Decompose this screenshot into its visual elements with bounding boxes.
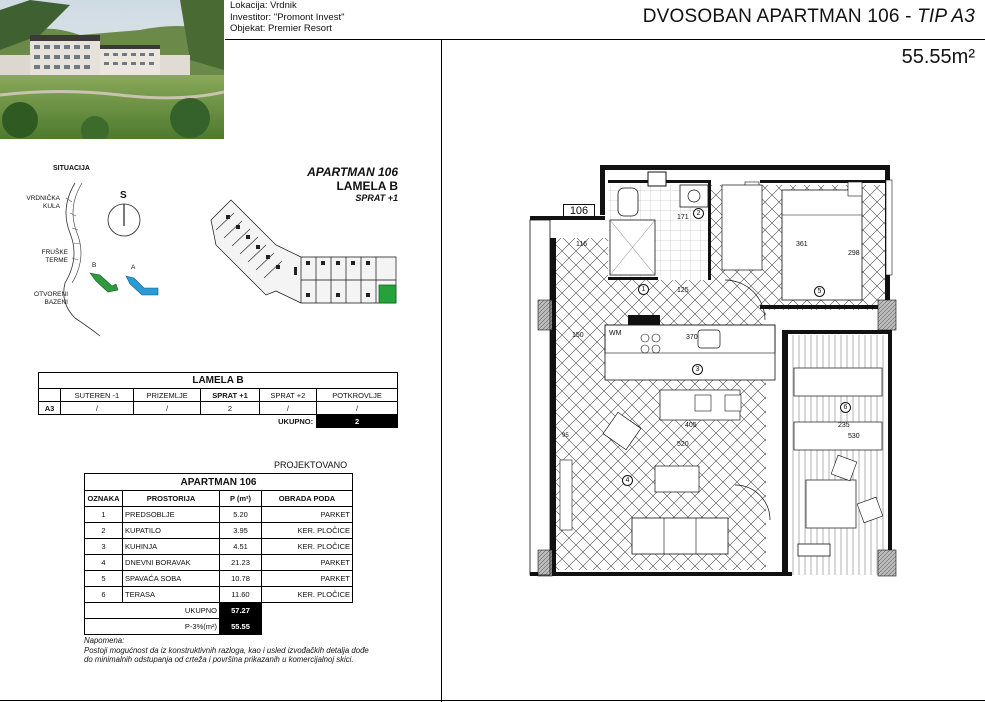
block-a-shape (126, 276, 158, 295)
building-keyplan (206, 195, 402, 310)
room-floor: KER. PLOČICE (262, 523, 353, 539)
projektovano-label: PROJEKTOVANO (274, 460, 348, 470)
stool-icon (695, 395, 711, 411)
tv-unit-icon (560, 460, 572, 530)
rooms-reduced-value: 55.55 (220, 619, 262, 635)
room-name: SPAVAĆA SOBA (123, 571, 220, 587)
nightstand-icon (848, 182, 862, 196)
room-marker: 5 (814, 286, 825, 297)
lamela-total-value: 2 (317, 415, 398, 428)
north-label: S (120, 190, 127, 201)
terrace-table-icon (806, 480, 856, 528)
room-area: 21.23 (220, 555, 262, 571)
rooms-table-caption: APARTMAN 106 (85, 474, 353, 491)
apartment-number-tag: 106 (563, 204, 595, 219)
apartment-heading-name: APARTMAN 106 (307, 165, 398, 179)
room-area: 10.78 (220, 571, 262, 587)
room-name: KUHINJA (123, 539, 220, 555)
note-title: Napomena: (84, 636, 125, 645)
rooms-reduced-label: P-3%(m²) (85, 619, 220, 635)
room-id: 3 (85, 539, 123, 555)
vrdnicka-label-line2: KULA (43, 203, 60, 210)
room-marker: 4 (622, 475, 633, 486)
header-divider (225, 39, 985, 40)
situation-title: SITUACIJA (53, 165, 90, 172)
vrdnicka-label (18, 195, 60, 211)
dimension-label: 235 (838, 422, 850, 429)
lamela-header: PRIZEMLJE (133, 389, 201, 402)
dimension-label: 116 (576, 241, 588, 248)
lamela-header: SUTEREN -1 (61, 389, 134, 402)
object-text: Objekat: Premier Resort (230, 23, 332, 34)
lamela-table (38, 372, 398, 428)
lamela-cell: / (133, 402, 201, 415)
lamela-cell: / (317, 402, 398, 415)
lamela-cell: / (61, 402, 134, 415)
room-area: 3.95 (220, 523, 262, 539)
toilet-icon (618, 188, 638, 216)
room-name: KUPATILO (123, 523, 220, 539)
heater-icon (798, 544, 830, 556)
block-b-label: B (92, 262, 97, 269)
dimension-label: 171 (677, 214, 689, 221)
block-b-shape (90, 273, 118, 292)
lamela-row-label: A3 (39, 402, 61, 415)
dimension-label: 520 (677, 441, 689, 448)
room-name: PREDSOBLJE (123, 507, 220, 523)
coffee-table-icon (655, 466, 699, 492)
rooms-reduced-empty (262, 619, 353, 635)
stool-icon (725, 395, 741, 411)
column (878, 550, 896, 576)
lamela-total-label: UKUPNO: (278, 416, 314, 426)
room-marker: 2 (693, 208, 704, 219)
apartment-heading-floor: SPRAT +1 (355, 193, 398, 203)
lamela-header: POTKROVLJE (317, 389, 398, 402)
rooms-header: P (m²) (220, 491, 262, 507)
column (878, 300, 896, 330)
vrdnicka-label-line1: VRDNIČKA (26, 195, 60, 202)
room-name: TERASA (123, 587, 220, 603)
bazeni-label (18, 291, 68, 307)
resort-photo-image (0, 0, 224, 139)
room-id: 1 (85, 507, 123, 523)
rooms-header: OZNAKA (85, 491, 123, 507)
lamela-header: SPRAT +1 (201, 389, 259, 402)
apartment-heading-lamela: LAMELA B (336, 179, 398, 193)
rooms-total-empty (262, 603, 353, 619)
table-row (85, 555, 353, 571)
sunbed-icon (794, 368, 882, 396)
lamela-cell: / (259, 402, 316, 415)
lamela-cell: 2 (201, 402, 259, 415)
wardrobe-icon (722, 185, 762, 270)
room-marker: 3 (692, 364, 703, 375)
room-id: 4 (85, 555, 123, 571)
room-id: 6 (85, 587, 123, 603)
rooms-total-label: UKUPNO (85, 603, 220, 619)
room-marker: 6 (840, 402, 851, 413)
vertical-divider (441, 39, 442, 702)
note-text: Postoji mogućnost da iz konstruktivnih razloga, kao i usled izvođačkih detalja dođe do minimalnih odstupanja od crteža i površina prikazanih u komercijalnoj skici. (84, 645, 369, 664)
resort-photo (0, 0, 224, 139)
block-a-label: A (131, 264, 136, 271)
fruske-label-line1: FRUŠKE (41, 249, 68, 256)
table-row (85, 507, 353, 523)
lamela-header: SPRAT +2 (259, 389, 316, 402)
room-floor: PARKET (262, 571, 353, 587)
road-ticks (66, 198, 80, 260)
rooms-total-value: 57.27 (220, 603, 262, 619)
table-row (85, 539, 353, 555)
dimension-label: 150 (572, 332, 584, 339)
kitchen-sink-icon (698, 330, 720, 348)
bottom-divider (0, 700, 985, 701)
dimension-label: 405 (685, 422, 697, 429)
lamela-table-caption: LAMELA B (39, 373, 398, 389)
room-floor: PARKET (262, 507, 353, 523)
note (84, 636, 374, 665)
room-floor: KER. PLOČICE (262, 587, 353, 603)
lamela-header-empty (39, 389, 61, 402)
dimension-label: 298 (848, 250, 860, 257)
room-name: DNEVNI BORAVAK (123, 555, 220, 571)
project-meta (230, 0, 344, 35)
cooker-hood (628, 315, 660, 325)
highlighted-apartment (379, 285, 396, 303)
location-text: Lokacija: Vrdnik (230, 0, 297, 11)
table-row (85, 571, 353, 587)
apartment-area: 55.55m² (901, 46, 975, 68)
dimension-label: 361 (796, 241, 808, 248)
rooms-header: PROSTORIJA (123, 491, 220, 507)
bazeni-label-line2: BAZENI (44, 299, 68, 306)
room-area: 11.60 (220, 587, 262, 603)
room-area: 4.51 (220, 539, 262, 555)
fruske-label (18, 249, 68, 265)
bazeni-label-line1: OTVORENI (34, 291, 68, 298)
dimension-label: 125 (677, 287, 689, 294)
dimension-label: 95 (562, 433, 569, 439)
table-row (85, 523, 353, 539)
room-id: 2 (85, 523, 123, 539)
investor-text: Investitor: "Promont Invest" (230, 11, 345, 23)
floor-plan (520, 160, 915, 590)
bed-icon (782, 190, 862, 300)
road-line (64, 183, 100, 336)
room-id: 5 (85, 571, 123, 587)
sofa-icon (632, 518, 728, 554)
page-title (643, 6, 975, 28)
window-frame (648, 172, 666, 186)
room-area: 5.20 (220, 507, 262, 523)
road-line (72, 183, 82, 283)
wm-label: WM (609, 330, 622, 337)
dimension-label: 530 (848, 433, 860, 440)
window-frame (886, 180, 892, 275)
balcony-rail (530, 220, 550, 575)
page-title-main: DVOSOBAN APARTMAN 106 - (642, 6, 918, 27)
page-title-type: TIP A3 (917, 6, 975, 27)
fruske-label-line2: TERME (45, 257, 68, 264)
room-marker: 1 (638, 284, 649, 295)
rooms-header: OBRADA PODA (262, 491, 353, 507)
rooms-table (84, 473, 353, 635)
dimension-label: 370 (686, 334, 698, 341)
table-row (85, 587, 353, 603)
room-floor: KER. PLOČICE (262, 539, 353, 555)
room-floor: PARKET (262, 555, 353, 571)
sink-icon (680, 185, 708, 207)
